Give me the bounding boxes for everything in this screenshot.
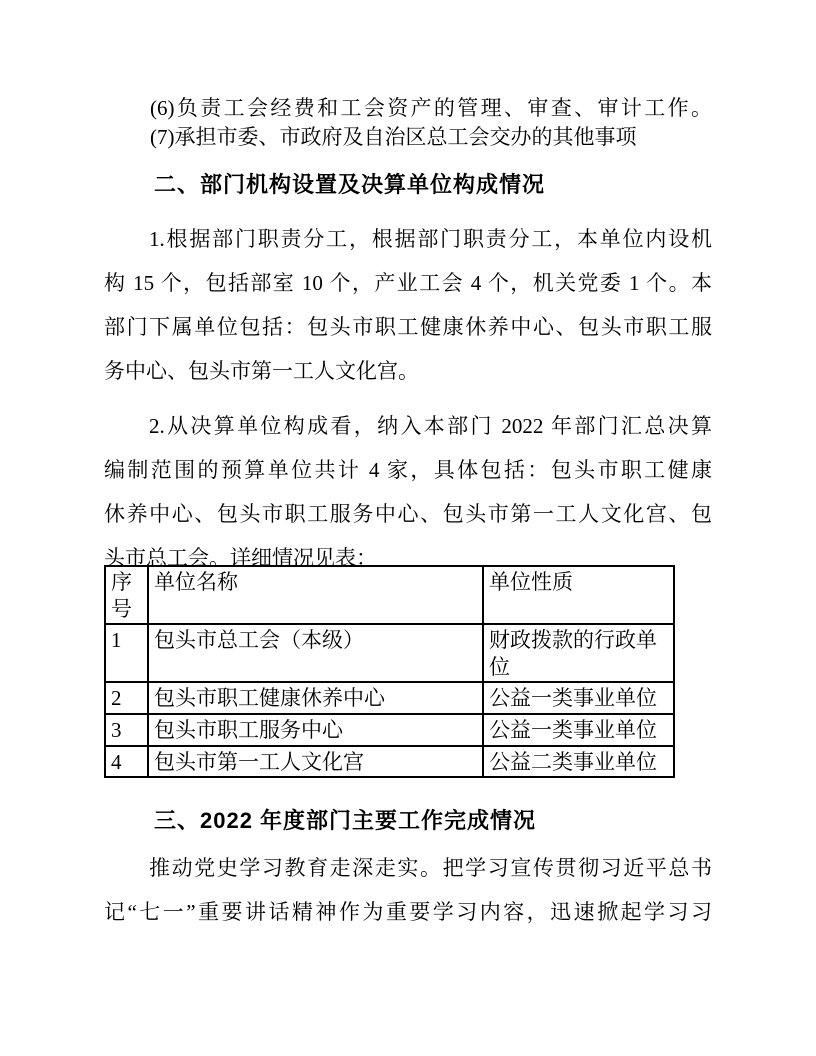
cell-unit-name: 包头市职工服务中心	[148, 714, 483, 746]
table-row	[105, 714, 674, 746]
cell-unit-name: 包头市总工会（本级）	[148, 624, 483, 682]
paragraph-line: 记“七一”重要讲话精神作为重要学习内容，迅速掀起学习习	[104, 900, 712, 924]
cell-unit-type: 财政拨款的行政单位	[483, 624, 674, 682]
header-cell-number: 序号	[105, 566, 148, 624]
units-table	[104, 565, 675, 778]
cell-number: 1	[105, 624, 148, 682]
header-cell-unit-type: 单位性质	[483, 566, 674, 624]
section2-paragraph-2	[104, 404, 712, 580]
cell-number: 3	[105, 714, 148, 746]
paragraph-line: 务中心、包头市第一工人文化宫。	[104, 359, 419, 383]
paragraph-line: 构 15 个，包括部室 10 个，产业工会 4 个，机关党委 1 个。本	[104, 271, 712, 295]
table-row	[105, 682, 674, 714]
section3-paragraph	[104, 846, 712, 934]
duty-list	[104, 94, 712, 152]
table-header-row	[105, 566, 674, 624]
cell-unit-type: 公益一类事业单位	[483, 714, 674, 746]
header-cell-unit-name: 单位名称	[148, 566, 483, 624]
cell-number: 4	[105, 746, 148, 777]
cell-number: 2	[105, 682, 148, 714]
table-row	[105, 746, 674, 777]
cell-unit-name: 包头市第一工人文化宫	[148, 746, 483, 777]
paragraph-line: 休养中心、包头市职工服务中心、包头市第一工人文化宫、包	[104, 502, 712, 526]
table-row	[105, 624, 674, 682]
section3-heading: 三、2022 年度部门主要工作完成情况	[154, 808, 537, 833]
cell-unit-type: 公益二类事业单位	[483, 746, 674, 777]
cell-unit-name: 包头市职工健康休养中心	[148, 682, 483, 714]
paragraph-line: 编制范围的预算单位共计 4 家，具体包括：包头市职工健康	[104, 458, 712, 482]
paragraph-line: 头市总工会。详细情况见表：	[104, 546, 377, 570]
section2-heading: 二、部门机构设置及决算单位构成情况	[154, 172, 546, 197]
duty-list-item: (7)承担市委、市政府及自治区总工会交办的其他事项	[150, 125, 637, 149]
section2-paragraph-1	[104, 217, 712, 393]
paragraph-line: 1.根据部门职责分工，根据部门职责分工，本单位内设机	[149, 227, 712, 251]
paragraph-line: 推动党史学习教育走深走实。把学习宣传贯彻习近平总书	[149, 856, 712, 880]
cell-unit-type: 公益一类事业单位	[483, 682, 674, 714]
paragraph-line: 2.从决算单位构成看，纳入本部门 2022 年部门汇总决算	[149, 414, 712, 438]
paragraph-line: 部门下属单位包括：包头市职工健康休养中心、包头市职工服	[104, 315, 712, 339]
duty-list-item: (6)负责工会经费和工会资产的管理、审查、审计工作。	[150, 96, 712, 120]
